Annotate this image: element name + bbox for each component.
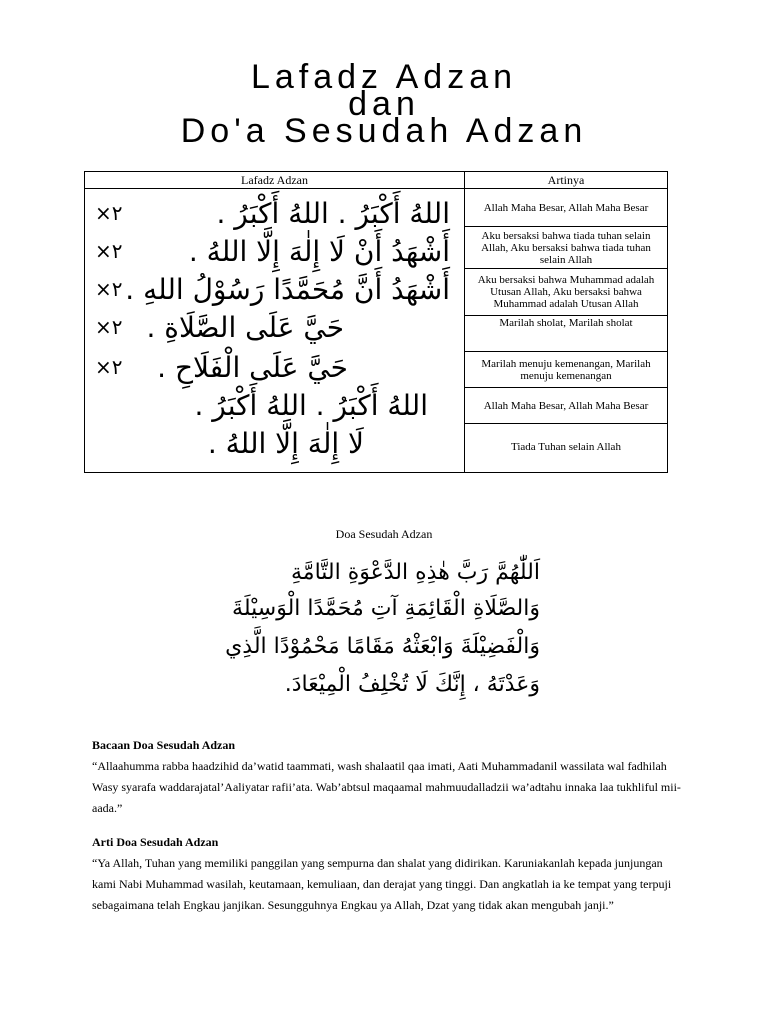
arabic-row <box>85 425 464 463</box>
repeat-count: ×٢ <box>95 277 123 301</box>
arabic-text: اللهُ أَكْبَرُ . اللهُ أَكْبَرُ . <box>216 197 450 230</box>
header-artinya: Artinya <box>547 173 585 187</box>
page-title-line1: Lafadz Adzan <box>250 58 518 96</box>
repeat-count: ×٢ <box>95 239 123 263</box>
meaning-cell: Aku bersaksi bahwa Muhammad adalah Utusan Allah, Aku bersaksi bahwa Muhammad adalah Utusan Allah <box>465 269 667 316</box>
doa-arabic-line: وَعَدْتَهُ ، إِنَّكَ لَا تُخْلِفُ الْمِيْعَادَ. <box>284 672 540 697</box>
arabic-text: حَيَّ عَلَى الْفَلَاحِ . <box>157 351 348 384</box>
arabic-text: لَا إِلٰهَ إِلَّا اللهُ . <box>207 427 364 460</box>
page-title-line2: dan <box>348 85 420 123</box>
bacaan-section <box>92 735 682 819</box>
arti-section <box>92 832 682 916</box>
arabic-row <box>85 349 464 387</box>
arabic-row <box>85 309 464 347</box>
arabic-text: حَيَّ عَلَى الصَّلَاةِ . <box>146 311 344 344</box>
arti-text: “Ya Allah, Tuhan yang memiliki panggilan yang sempurna dan shalat yang didirikan. Karuniakanlah kepada junjungan kami Nabi Muhammad wasilah, keutamaan, kemuliaan, dan derajat yang tinggi. Dan angkatlah ia ke tempat yang terpuji sebagaimana telah Engkau janjikan. Sesungguhnya Engkau ya Allah, Dzat yang tidak akan mengubah janji.” <box>92 856 672 912</box>
doa-heading: Doa Sesudah Adzan <box>335 527 433 541</box>
bacaan-text: “Allaahumma rabba haadzihid da’watid taammati, wash shalaatil qaa imati, Aati Muhammadanil wassilata wal fadhilah Wasy syarafa waddarajatal’Aaliyatar rafii’ata. Wab’abtsul maqaamal mahmuudalladzii wa’adtahu innaka laa tukhliful mii-aada.” <box>92 759 681 815</box>
repeat-count: ×٢ <box>95 201 123 225</box>
arabic-text: أَشْهَدُ أَنْ لَا إِلٰهَ إِلَّا اللهُ . <box>188 235 450 268</box>
arabic-text: اللهُ أَكْبَرُ . اللهُ أَكْبَرُ . <box>194 389 428 422</box>
arabic-text: أَشْهَدُ أَنَّ مُحَمَّدًا رَسُوْلُ اللهِ . <box>125 273 450 306</box>
arabic-row <box>85 387 464 425</box>
repeat-count: ×٢ <box>95 355 123 379</box>
repeat-count: ×٢ <box>95 315 123 339</box>
doa-arabic-line: اَللّٰهُمَّ رَبَّ هٰذِهِ الدَّعْوَةِ التَّامَّةِ <box>291 560 540 585</box>
page-title-line3: Do'a Sesudah Adzan <box>180 112 588 150</box>
adzan-table <box>84 171 668 473</box>
arabic-row <box>85 271 464 309</box>
meaning-cell: Allah Maha Besar, Allah Maha Besar <box>465 189 667 227</box>
header-lafadz: Lafadz Adzan <box>241 173 308 187</box>
arabic-row <box>85 195 464 233</box>
arabic-column <box>85 189 464 472</box>
table-header <box>85 172 667 189</box>
arabic-row <box>85 233 464 271</box>
doa-arabic-line: وَالْفَضِيْلَةَ وَابْعَثْهُ مَقَامًا مَحْمُوْدًا الَّذِي <box>225 634 540 659</box>
bacaan-heading: Bacaan Doa Sesudah Adzan <box>92 738 236 752</box>
meaning-cell: Marilah sholat, Marilah sholat <box>465 316 667 352</box>
meaning-cell: Tiada Tuhan selain Allah <box>511 441 621 453</box>
doa-arabic-line: وَالصَّلَاةِ الْقَائِمَةِ آتِ مُحَمَّدًا الْوَسِيْلَةَ <box>232 596 540 621</box>
arti-heading: Arti Doa Sesudah Adzan <box>92 835 219 849</box>
meaning-cell: Allah Maha Besar, Allah Maha Besar <box>465 388 667 424</box>
meaning-cell: Marilah menuju kemenangan, Marilah menuju kemenangan <box>465 352 667 388</box>
meaning-cell: Aku bersaksi bahwa tiada tuhan selain Allah, Aku bersaksi bahwa tiada tuhan selain Allah <box>465 227 667 269</box>
